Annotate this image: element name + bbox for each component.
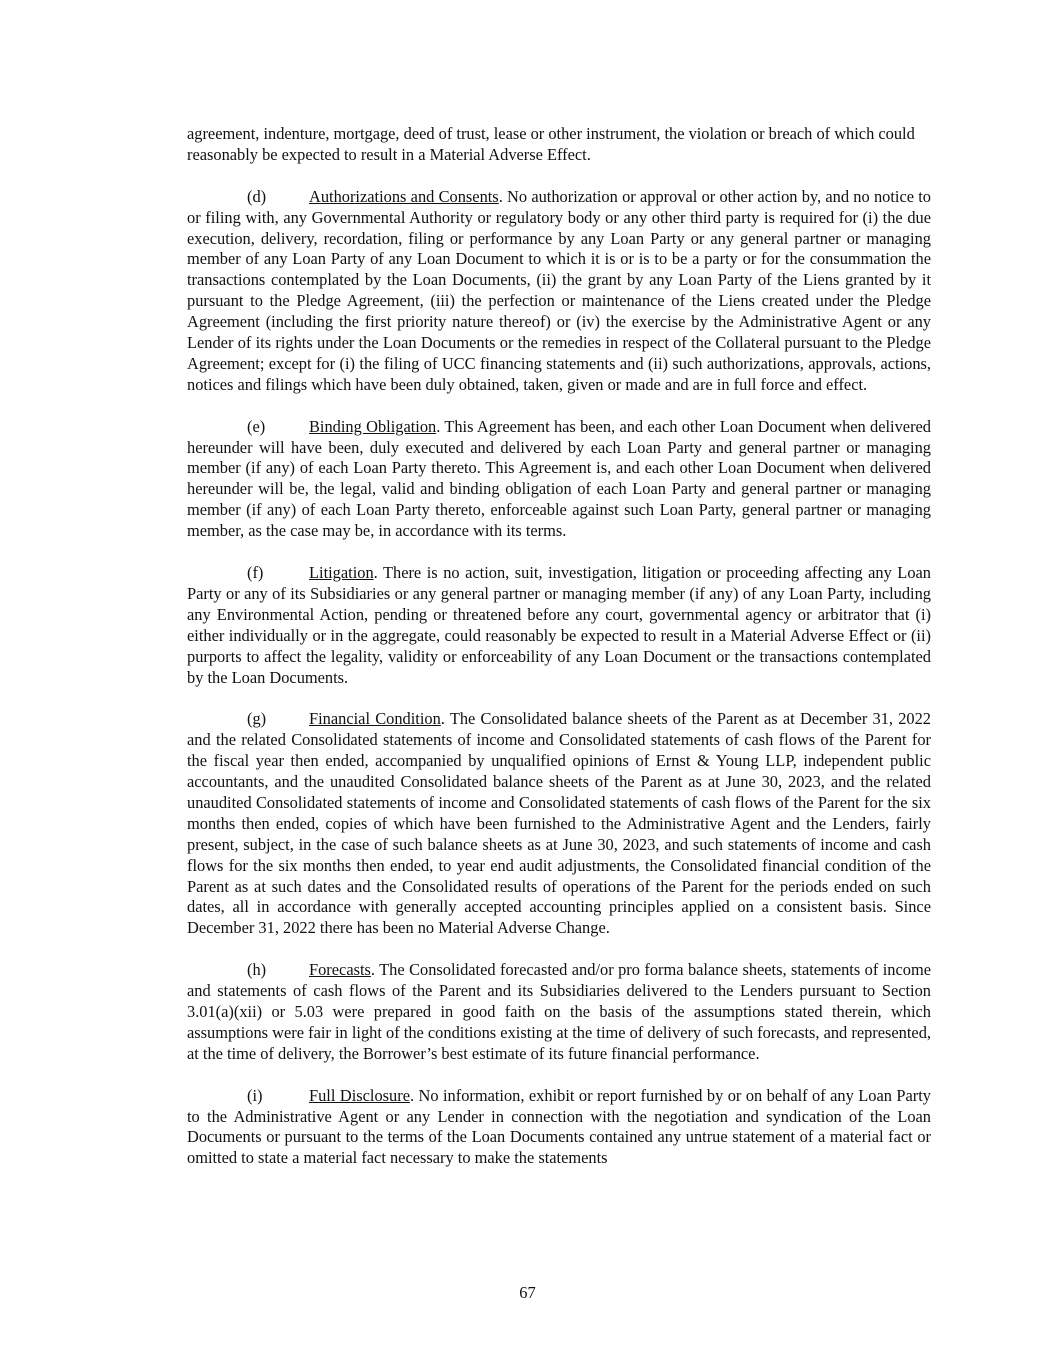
page-number: 67 [519, 1283, 536, 1302]
section-heading: Authorizations and Consents [309, 186, 499, 206]
section-heading: Litigation [309, 562, 374, 582]
section-label: (g) [247, 709, 267, 729]
section-h [187, 960, 931, 1065]
section-g [187, 709, 931, 939]
section-body: . There is no action, suit, investigation, litigation or proceeding affecting any Loan Party or any of its Subsidiaries or any general partner or managing member (if any) of any Loan Party, including any Environmental Action, pending or threatened before any court, governmental agency or arbitrator that (i) either individually or in the aggregate, could reasonably be expected to result in a Material Adverse Effect or (ii) purports to affect the legality, validity or enforceability of any Loan Document or the transactions contemplated by the Loan Documents. [187, 562, 931, 687]
section-body: . No information, exhibit or report furnished by or on behalf of any Loan Party to the Administrative Agent or any Lender in connection with the negotiation and syndication of the Loan Documents or pursuant to the terms of the Loan Documents contained any untrue statement of a material fact or omitted to state a material fact necessary to make the statements [187, 1085, 931, 1168]
section-heading: Binding Obligation [309, 416, 437, 436]
section-heading: Full Disclosure [309, 1085, 410, 1105]
section-label: (e) [247, 416, 266, 436]
section-body: . This Agreement has been, and each other Loan Document when delivered hereunder will have been, duly executed and delivered by each Loan Party and general partner or managing member (if any) of each Loan Party thereto. This Agreement is, and each other Loan Document when delivered hereunder will be, the legal, valid and binding obligation of each Loan Party and general partner or managing member (if any) of each Loan Party thereto, enforceable against such Loan Party, general partner or managing member, as the case may be, in accordance with its terms. [187, 416, 932, 541]
section-i [187, 1086, 931, 1170]
section-body: . The Consolidated balance sheets of the Parent as at December 31, 2022 and the related Consolidated statements of income and Consolidated statements of cash flows of the Parent for the fiscal year then ended, accompanied by unqualified opinions of Ernst & Young LLP, independent public accountants, and the unaudited Consolidated balance sheets of the Parent as at June 30, 2023, and the related unaudited Consolidated statements of income and Consolidated statements of cash flows of the Parent for the six months then ended, copies of which have been furnished to the Administrative Agent and the Lenders, fairly present, subject, in the case of such balance sheets as at June 30, 2023, and such statements of income and cash flows for the six months then ended, to year end audit adjustments, the Consolidated financial condition of the Parent as at such dates and the Consolidated results of operations of the Parent for the periods ended on such dates, all in accordance with generally accepted accounting principles applied on a consistent basis. Since December 31, 2022 there has been no Material Adverse Change. [187, 709, 931, 938]
section-body: . The Consolidated forecasted and/or pro forma balance sheets, statements of income and statements of cash flows of the Parent and its Subsidiaries delivered to the Lenders pursuant to Section 3.01(a)(xii) or 5.03 were prepared in good faith on the basis of the assumptions stated therein, which assumptions were fair in light of the conditions existing at the time of delivery of such forecasts, and represented, at the time of delivery, the Borrower’s best estimate of its future financial performance. [187, 960, 931, 1063]
section-d [187, 187, 931, 396]
section-label: (f) [247, 562, 264, 582]
intro-paragraph: agreement, indenture, mortgage, deed of trust, lease or other instrument, the violation or breach of which could reasonably be expected to result in a Material Adverse Effect. [187, 124, 915, 164]
section-label: (i) [247, 1085, 263, 1105]
section-label: (h) [247, 960, 267, 980]
section-heading: Financial Condition [309, 709, 441, 729]
section-e [187, 417, 931, 542]
document-page [187, 124, 931, 1190]
section-f [187, 563, 931, 688]
section-heading: Forecasts [309, 960, 371, 980]
section-label: (d) [247, 186, 267, 206]
section-body: . No authorization or approval or other action by, and no notice to or filing with, any Governmental Authority or regulatory body or any other third party is required for (i) the due execution, delivery, recordation, filing or performance by any Loan Party or any general partner or managing member of any Loan Party of any Loan Document to which it is or is to be a party or for the consummation the transactions contemplated by the Loan Documents, (ii) the grant by any Loan Party of the Liens granted by it pursuant to the Pledge Agreement, (iii) the perfection or maintenance of the Liens created under the Pledge Agreement (including the first priority nature thereof) or (iv) the exercise by the Administrative Agent or any Lender of its rights under the Loan Documents or the remedies in respect of the Collateral pursuant to the Pledge Agreement; except for (i) the filing of UCC financing statements and (ii) such authorizations, approvals, actions, notices and filings which have been duly obtained, taken, given or made and are in full force and effect. [187, 186, 931, 394]
